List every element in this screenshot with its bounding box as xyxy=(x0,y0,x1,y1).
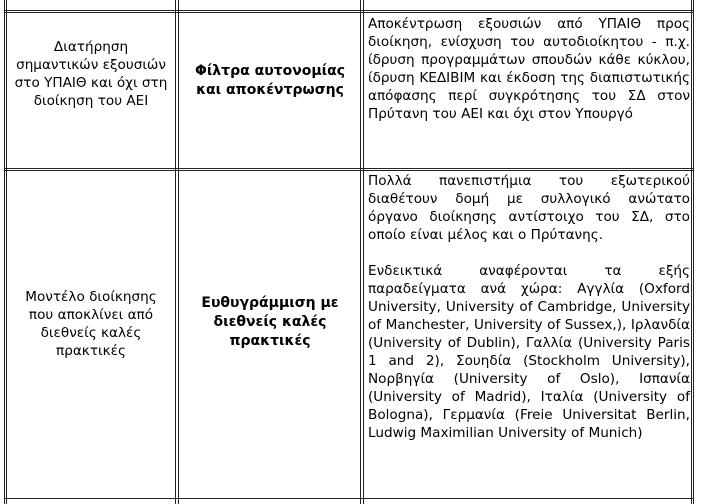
table-cell-description-1 xyxy=(364,15,694,123)
table-cell-criterion-2: Μοντέλο διοίκησης που αποκλίνει από διεθνείς καλές πρακτικές xyxy=(25,289,157,359)
description-2-paragraph-1: Πολλά πανεπιστήμια του εξωτερικού διαθέτουν δομή με συλλογικό ανώτατο όργανο διοίκησης αντίστοιχο του ΣΔ, στο οποίο είναι μέλος και ο Πρύτανης. xyxy=(368,173,690,243)
comparison-table xyxy=(4,0,694,504)
table-cell-description-2 xyxy=(364,172,694,442)
description-1-text: Αποκέντρωση εξουσιών από ΥΠΑΙΘ προς διοίκηση, ενίσχυση του αυτοδιοίκητου - π.χ. ίδρυση προγραμμάτων σπουδών κάθε κύκλου, ίδρυση ΚΕΔΙΒΙΜ και έκδοση της διαπιστωτικής απόφασης περί συγκρότησης του ΣΔ στον Πρύτανη του ΑΕΙ και όχι στον Υπουργό xyxy=(368,16,690,122)
row-divider-top-inner xyxy=(4,12,694,13)
row-divider-middle-inner xyxy=(4,170,694,171)
table-cell-criterion-1: Διατήρηση σημαντικών εξουσιών στο ΥΠΑΙΘ και όχι στη διοίκηση του ΑΕΙ xyxy=(14,39,168,109)
column-divider-1-inner xyxy=(178,0,179,504)
column-divider-2 xyxy=(360,0,361,504)
column-divider-1 xyxy=(175,0,176,504)
row-divider-top xyxy=(4,10,694,11)
table-border-left xyxy=(4,0,5,504)
row-divider-bottom xyxy=(4,498,694,499)
description-2-paragraph-2: Ενδεικτικά αναφέρονται τα εξής παραδείγματα ανά χώρα: Αγγλία (Oxford University, University of Cambridge, University of Manchester, University of Sussex,), Ιρλανδία (University of Dublin), Γαλλία (University Paris 1 and 2), Σουηδία (Stockholm University), Νορβηγία (University of Oslo), Ισπανία (University of Madrid), Ιταλία (University of Bologna), Γερμανία (Freie Universitat Berlin, Ludwig Maximilian University of Munich) xyxy=(368,263,690,441)
table-cell-filter-1: Φίλτρα αυτονομίας και αποκέντρωσης xyxy=(194,63,346,98)
row-divider-middle xyxy=(4,168,694,169)
table-cell-filter-2: Ευθυγράμμιση με διεθνείς καλές πρακτικές xyxy=(201,295,339,349)
